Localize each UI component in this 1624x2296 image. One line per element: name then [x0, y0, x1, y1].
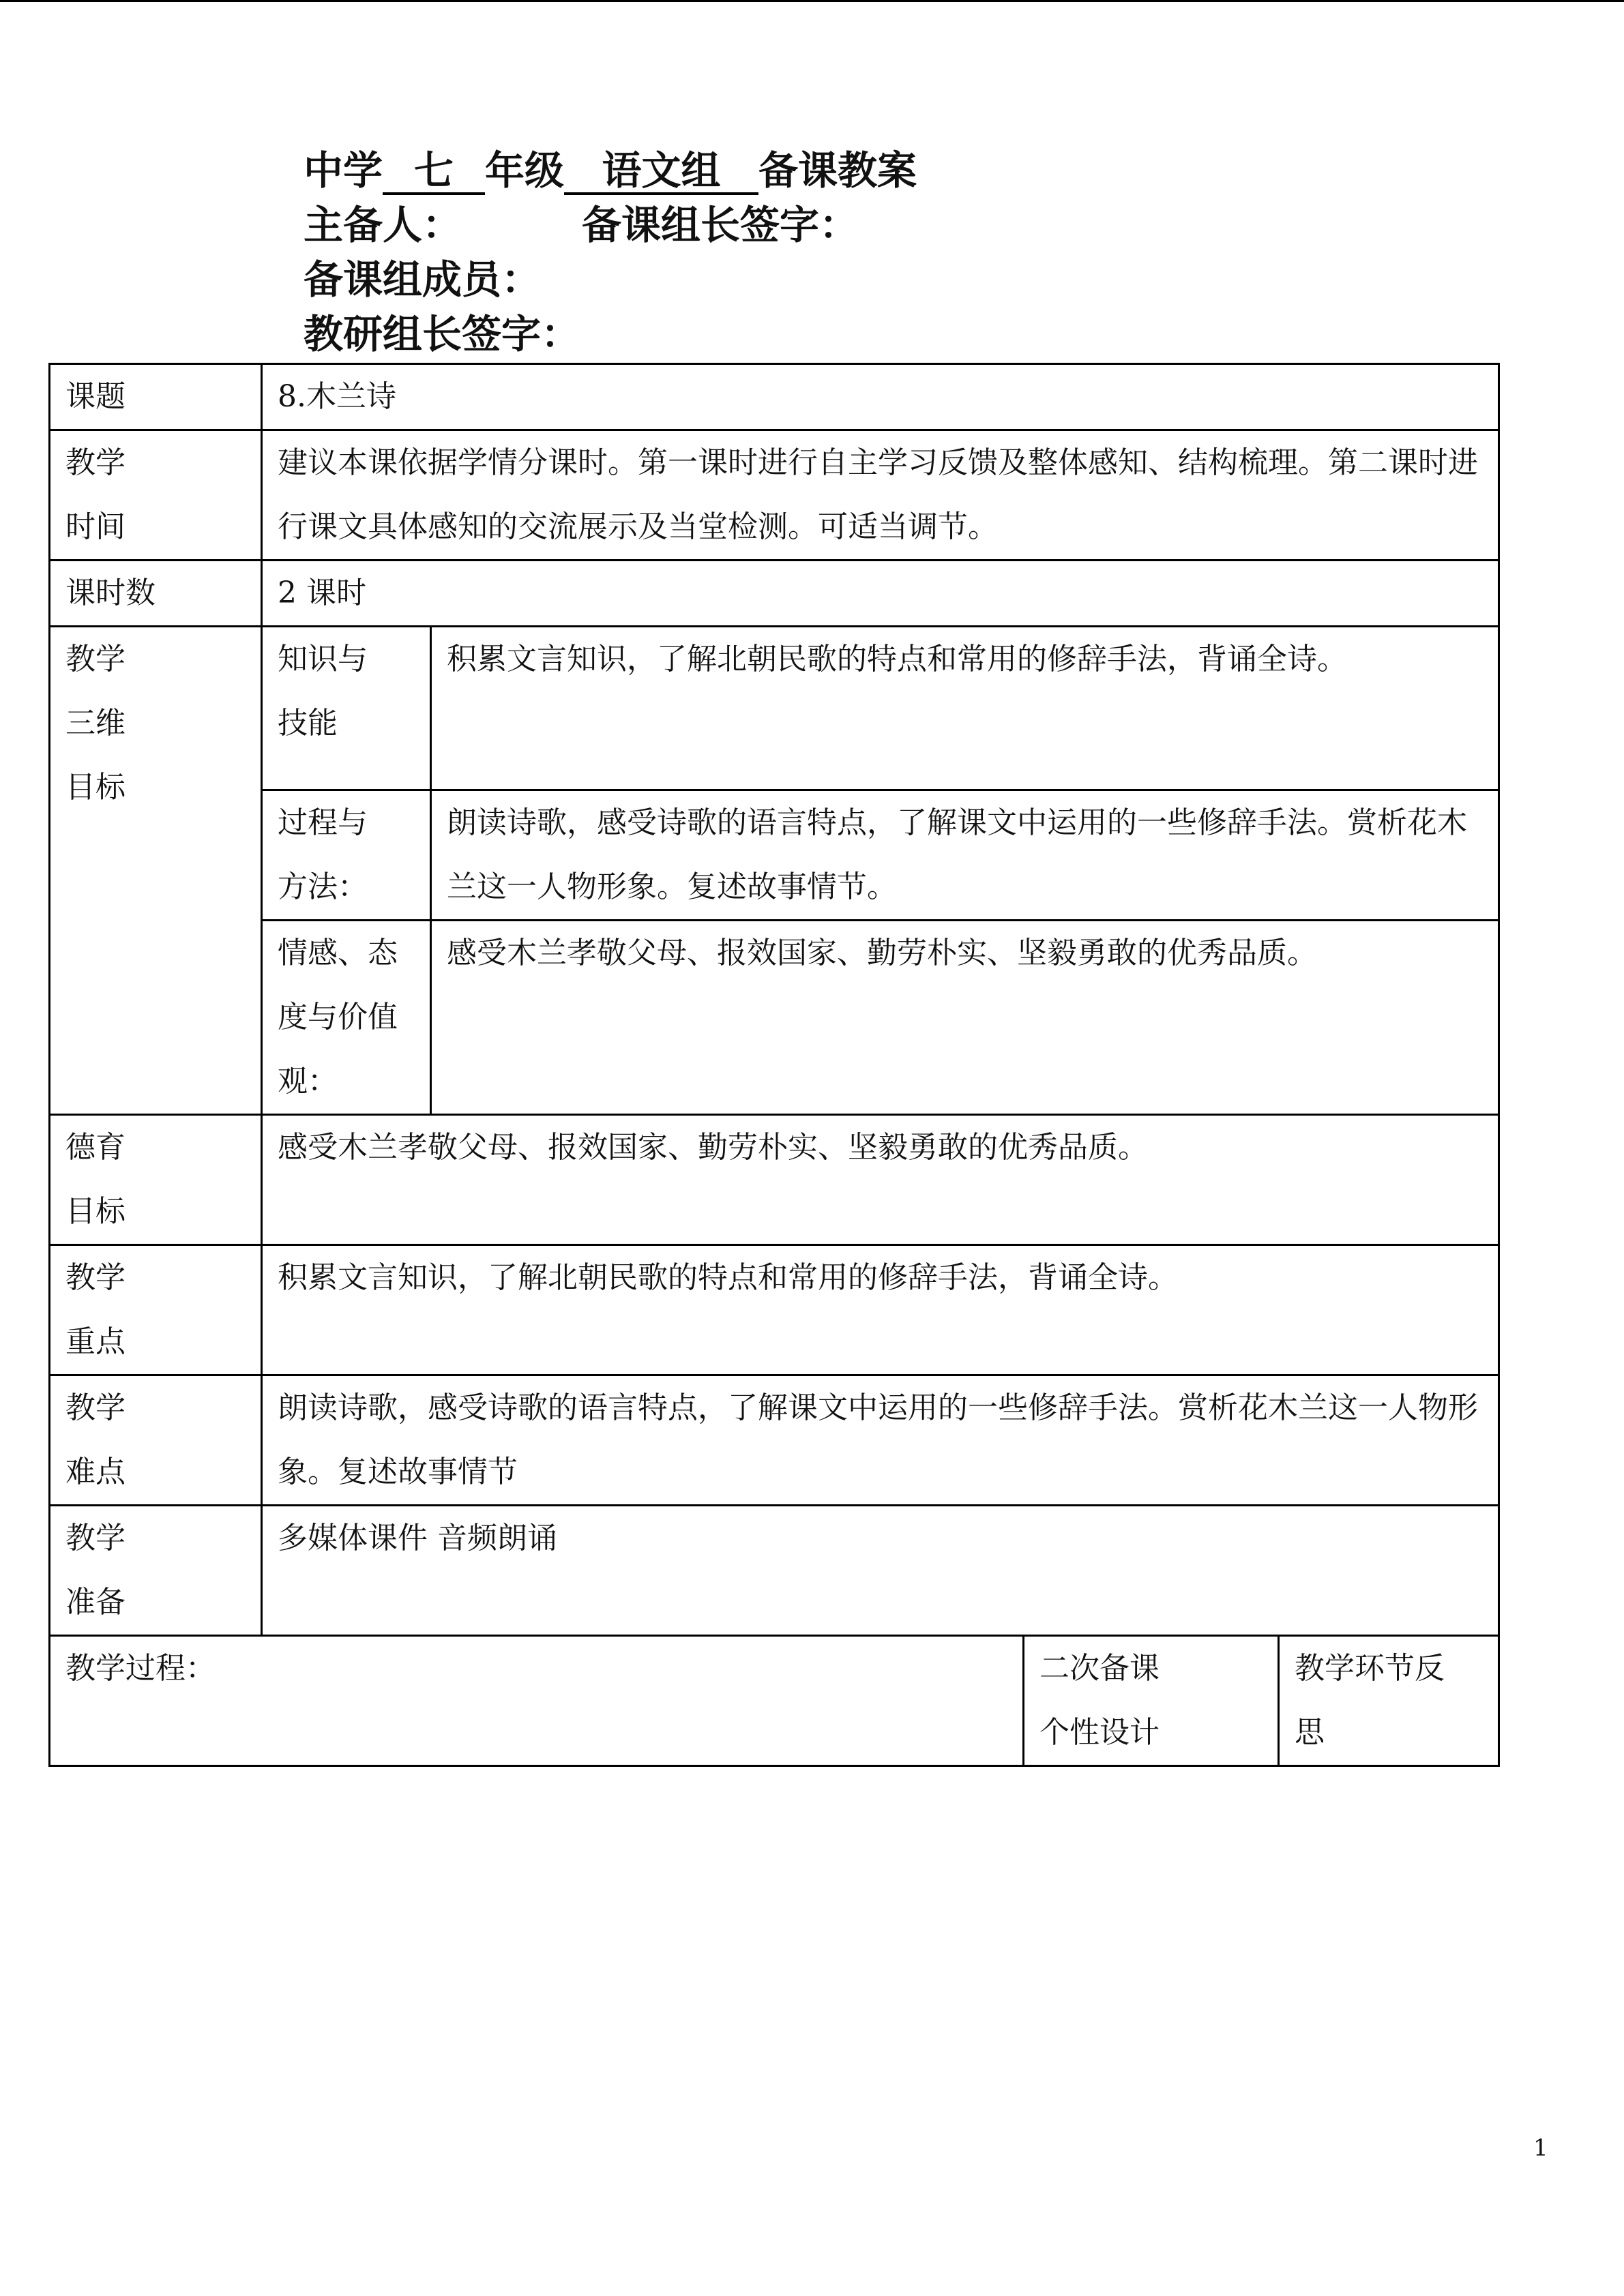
row-goal-emotion	[50, 921, 1499, 1115]
page-top-rule	[0, 0, 1624, 2]
page-number: 1	[1533, 2134, 1548, 2162]
prep-value: 多媒体课件 音频朗诵	[262, 1506, 1499, 1636]
process-label: 过程与 方法：	[262, 790, 431, 921]
grade-label: 年级	[485, 147, 565, 194]
doc-title: 备课教案	[758, 147, 917, 194]
grade-blank: 七	[383, 149, 485, 195]
prep-label: 教学 准备	[50, 1506, 262, 1636]
emotion-label: 情感、态 度与价值 观：	[262, 921, 431, 1115]
key-label: 教学 重点	[50, 1245, 262, 1375]
row-prep	[50, 1506, 1499, 1636]
header-line-school	[304, 143, 917, 198]
row-hours	[50, 561, 1499, 627]
difficulty-value: 朗读诗歌，感受诗歌的语言特点，了解课文中运用的一些修辞手法。赏析花木兰这一人物形象。复述故事情节	[262, 1375, 1499, 1506]
header-line-members: 备课组成员：	[304, 256, 542, 303]
leader-sign-label: 备课组长签字：	[582, 202, 859, 248]
goals-label: 教学 三维 目标	[50, 627, 262, 1115]
moral-label: 德育 目标	[50, 1115, 262, 1245]
header-line-research-sign: 教研组长签字：	[304, 311, 581, 357]
row-goal-knowledge	[50, 627, 1499, 790]
row-topic	[50, 364, 1499, 430]
row-key	[50, 1245, 1499, 1375]
process-value: 朗读诗歌，感受诗歌的语言特点，了解课文中运用的一些修辞手法。赏析花木兰这一人物形象。复述故事情节。	[431, 790, 1499, 921]
lead-preparer-label: 主备人：	[304, 202, 462, 248]
header-line-preparer	[304, 198, 917, 252]
hours-value: 2 课时	[262, 561, 1499, 627]
row-time	[50, 430, 1499, 561]
document-header	[304, 143, 917, 361]
emotion-value: 感受木兰孝敬父母、报效国家、勤劳朴实、坚毅勇敢的优秀品质。	[431, 921, 1499, 1115]
row-difficulty	[50, 1375, 1499, 1506]
topic-value: 8.木兰诗	[262, 364, 1499, 430]
key-value: 积累文言知识，了解北朝民歌的特点和常用的修辞手法，背诵全诗。	[262, 1245, 1499, 1375]
school-label: 中学	[304, 147, 383, 194]
time-label: 教学 时间	[50, 430, 262, 561]
teaching-process-label: 教学过程：	[50, 1636, 1024, 1766]
second-design-header: 二次备课 个性设计	[1024, 1636, 1279, 1766]
row-teaching-process	[50, 1636, 1499, 1766]
knowledge-label: 知识与 技能	[262, 627, 431, 790]
knowledge-value: 积累文言知识，了解北朝民歌的特点和常用的修辞手法，背诵全诗。	[431, 627, 1499, 790]
difficulty-label: 教学 难点	[50, 1375, 262, 1506]
group-blank: 语文组	[564, 149, 758, 195]
row-goal-process	[50, 790, 1499, 921]
moral-value: 感受木兰孝敬父母、报效国家、勤劳朴实、坚毅勇敢的优秀品质。	[262, 1115, 1499, 1245]
reflection-header: 教学环节反 思	[1279, 1636, 1499, 1766]
lesson-plan-table	[48, 363, 1500, 1767]
time-value: 建议本课依据学情分课时。第一课时进行自主学习反馈及整体感知、结构梳理。第二课时进行课文具体感知的交流展示及当堂检测。可适当调节。	[262, 430, 1499, 561]
hours-label: 课时数	[50, 561, 262, 627]
topic-label: 课题	[50, 364, 262, 430]
row-moral	[50, 1115, 1499, 1245]
